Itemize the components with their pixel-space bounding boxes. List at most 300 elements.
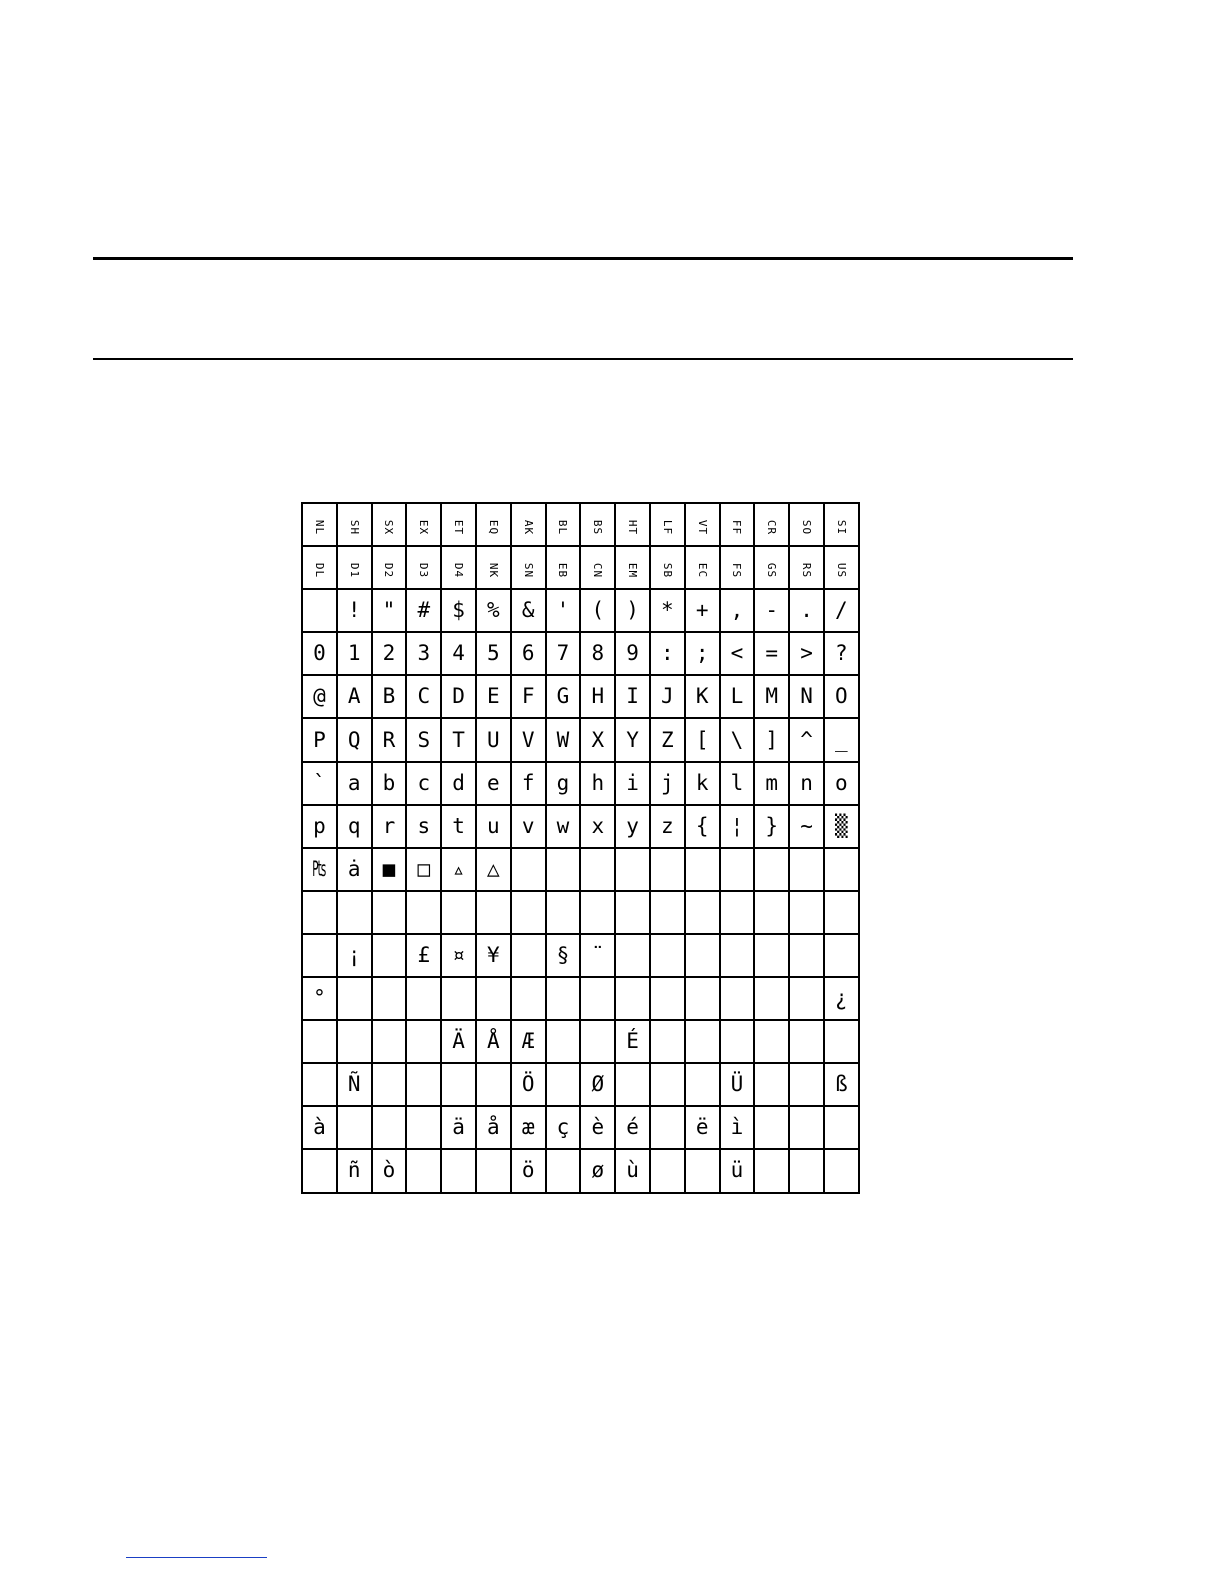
table-row <box>302 1149 859 1192</box>
table-cell <box>615 891 650 934</box>
table-cell <box>580 934 615 977</box>
table-cell <box>406 977 441 1020</box>
table-cell <box>754 977 789 1020</box>
cell-glyph: K <box>695 684 709 709</box>
table-cell <box>337 1063 372 1106</box>
table-cell <box>754 891 789 934</box>
table-cell <box>372 1063 407 1106</box>
table-cell <box>476 1149 511 1192</box>
cell-glyph: a <box>347 770 361 795</box>
table-cell <box>406 1149 441 1192</box>
table-cell <box>546 546 581 589</box>
table-cell <box>406 589 441 632</box>
table-cell <box>615 762 650 805</box>
cell-glyph: k <box>695 770 709 795</box>
table-cell <box>406 718 441 761</box>
table-cell <box>720 1020 755 1063</box>
cell-glyph: D <box>452 684 465 709</box>
cell-glyph: , <box>730 598 744 623</box>
table-cell <box>441 675 476 718</box>
table-cell <box>650 675 685 718</box>
table-cell <box>511 675 546 718</box>
cell-glyph: ; <box>695 641 709 666</box>
table-cell <box>754 589 789 632</box>
cell-glyph: s <box>417 813 431 838</box>
cell-glyph: ¤ <box>452 942 465 967</box>
cell-glyph: > <box>800 641 813 666</box>
table-cell <box>511 848 546 891</box>
table-cell <box>372 977 407 1020</box>
table-cell <box>337 632 372 675</box>
table-cell <box>302 762 337 805</box>
table-cell <box>615 675 650 718</box>
table-cell <box>546 934 581 977</box>
table-cell <box>650 977 685 1020</box>
table-cell <box>580 589 615 632</box>
table-row <box>302 848 859 891</box>
table-cell <box>511 934 546 977</box>
table-cell <box>580 675 615 718</box>
cell-glyph: SN <box>521 563 535 579</box>
table-cell <box>546 891 581 934</box>
cell-glyph: U <box>487 727 500 752</box>
table-cell <box>372 632 407 675</box>
cell-glyph: BL <box>556 519 570 536</box>
table-cell <box>685 762 720 805</box>
table-cell <box>615 546 650 589</box>
table-cell <box>685 934 720 977</box>
table-cell <box>476 891 511 934</box>
table-cell <box>441 848 476 891</box>
table-row <box>302 977 859 1020</box>
cell-glyph: q <box>347 813 361 838</box>
cell-glyph: 8 <box>591 641 605 666</box>
cell-glyph: à <box>313 1115 326 1140</box>
table-cell <box>650 848 685 891</box>
table-cell <box>546 762 581 805</box>
table-cell <box>580 805 615 848</box>
table-cell <box>337 762 372 805</box>
cell-glyph: ø <box>591 1158 605 1183</box>
cell-glyph: { <box>695 813 709 838</box>
cell-glyph: f <box>521 770 535 795</box>
table-cell <box>441 632 476 675</box>
table-cell <box>441 934 476 977</box>
table-cell <box>406 503 441 546</box>
table-cell <box>546 1149 581 1192</box>
cell-glyph: ö <box>521 1158 535 1183</box>
table-cell <box>615 805 650 848</box>
table-cell <box>580 546 615 589</box>
table-cell <box>720 891 755 934</box>
cell-glyph: F <box>521 684 535 709</box>
table-cell <box>685 718 720 761</box>
table-cell <box>406 675 441 718</box>
cell-glyph: ò <box>382 1158 396 1183</box>
table-cell <box>302 1063 337 1106</box>
cell-glyph: H <box>591 684 605 709</box>
table-cell <box>302 546 337 589</box>
table-cell <box>511 1149 546 1192</box>
cell-glyph: HT <box>626 519 640 536</box>
cell-glyph: □ <box>417 856 431 881</box>
table-cell <box>789 632 824 675</box>
cell-glyph: o <box>835 770 848 795</box>
table-cell <box>824 805 859 848</box>
cell-glyph: Å <box>487 1029 500 1054</box>
table-cell <box>824 1106 859 1149</box>
table-cell <box>476 1106 511 1149</box>
table-cell <box>441 1020 476 1063</box>
table-cell <box>337 1106 372 1149</box>
table-cell <box>372 546 407 589</box>
table-cell <box>476 805 511 848</box>
table-cell <box>580 762 615 805</box>
table-cell <box>615 589 650 632</box>
table-cell <box>615 1020 650 1063</box>
table-cell <box>546 1020 581 1063</box>
cell-glyph: CN <box>591 563 605 579</box>
cell-glyph: EC <box>695 563 709 579</box>
table-cell <box>720 675 755 718</box>
table-row <box>302 1106 859 1149</box>
table-cell <box>372 1020 407 1063</box>
table-cell <box>789 848 824 891</box>
cell-glyph: FF <box>730 519 744 536</box>
table-cell <box>720 718 755 761</box>
table-cell <box>824 589 859 632</box>
table-cell <box>824 632 859 675</box>
cell-glyph: % <box>487 598 500 623</box>
table-cell <box>337 503 372 546</box>
cell-glyph: * <box>661 598 674 623</box>
cell-glyph: - <box>765 598 779 623</box>
table-cell <box>650 891 685 934</box>
table-cell <box>511 977 546 1020</box>
cell-glyph: e <box>487 770 500 795</box>
cell-glyph: Ü <box>730 1072 744 1097</box>
cell-glyph: ¥ <box>487 942 500 967</box>
table-cell <box>754 848 789 891</box>
cell-glyph: h <box>591 770 605 795</box>
table-cell <box>685 805 720 848</box>
cell-glyph: 5 <box>487 641 500 666</box>
cell-glyph: DL <box>312 563 326 579</box>
table-cell <box>580 848 615 891</box>
table-row <box>302 805 859 848</box>
table-cell <box>615 632 650 675</box>
table-cell <box>789 718 824 761</box>
table-cell <box>685 675 720 718</box>
cell-glyph: NL <box>312 519 326 536</box>
table-cell <box>685 589 720 632</box>
table-cell <box>546 589 581 632</box>
table-cell <box>789 546 824 589</box>
cell-glyph: _ <box>835 727 848 752</box>
cell-glyph: 4 <box>452 641 465 666</box>
table-cell <box>511 1106 546 1149</box>
character-set-body <box>302 503 859 1193</box>
table-cell <box>337 934 372 977</box>
table-cell <box>441 891 476 934</box>
table-cell <box>302 503 337 546</box>
table-cell <box>824 1063 859 1106</box>
table-cell <box>720 589 755 632</box>
cell-glyph: b <box>382 770 396 795</box>
table-cell <box>476 546 511 589</box>
table-row <box>302 891 859 934</box>
cell-glyph: X <box>591 727 605 752</box>
table-cell <box>441 546 476 589</box>
table-cell <box>372 589 407 632</box>
table-cell <box>615 848 650 891</box>
table-cell <box>546 632 581 675</box>
table-cell <box>720 934 755 977</box>
cell-glyph: ( <box>591 598 605 623</box>
cell-glyph: ~ <box>800 813 813 838</box>
cell-glyph: SO <box>800 519 814 536</box>
cell-glyph: I <box>626 684 639 709</box>
table-cell <box>789 1149 824 1192</box>
header-rule-bottom <box>93 358 1073 360</box>
table-cell <box>650 718 685 761</box>
cell-glyph: Ø <box>591 1072 605 1097</box>
cell-glyph: E <box>487 684 500 709</box>
table-cell <box>372 934 407 977</box>
cell-glyph: ȧ <box>347 856 361 881</box>
header-rule-top <box>93 257 1073 260</box>
table-cell <box>824 718 859 761</box>
table-cell <box>789 589 824 632</box>
cell-glyph: T <box>452 727 465 752</box>
cell-glyph: FS <box>730 563 744 579</box>
cell-glyph: v <box>521 813 535 838</box>
table-cell <box>580 1020 615 1063</box>
table-cell <box>754 675 789 718</box>
table-cell <box>337 675 372 718</box>
table-cell <box>754 934 789 977</box>
table-cell <box>441 805 476 848</box>
table-row <box>302 632 859 675</box>
cell-glyph: Z <box>661 727 674 752</box>
table-cell <box>546 977 581 1020</box>
table-cell <box>511 805 546 848</box>
cell-glyph: M <box>765 684 779 709</box>
cell-glyph: EM <box>626 563 640 579</box>
table-cell <box>406 632 441 675</box>
table-cell <box>685 1063 720 1106</box>
cell-glyph: è <box>591 1115 605 1140</box>
table-cell <box>789 1106 824 1149</box>
table-cell <box>511 891 546 934</box>
table-cell <box>650 805 685 848</box>
table-cell <box>406 1106 441 1149</box>
table-cell <box>615 1063 650 1106</box>
cell-glyph: BS <box>591 519 605 536</box>
table-row <box>302 503 859 546</box>
table-cell <box>406 1063 441 1106</box>
table-cell <box>720 1149 755 1192</box>
cell-glyph: 1 <box>347 641 361 666</box>
cell-glyph: A <box>347 684 361 709</box>
table-cell <box>476 1063 511 1106</box>
cell-glyph: SB <box>660 563 674 579</box>
cell-glyph: r <box>382 813 396 838</box>
table-cell <box>615 977 650 1020</box>
cell-glyph: G <box>556 684 570 709</box>
table-cell <box>406 1020 441 1063</box>
cell-glyph: l <box>730 770 744 795</box>
table-cell <box>372 1149 407 1192</box>
cell-glyph: O <box>835 684 848 709</box>
cell-glyph: n <box>800 770 813 795</box>
cell-glyph: " <box>382 598 396 623</box>
cell-glyph: L <box>730 684 744 709</box>
table-cell <box>406 546 441 589</box>
cell-glyph: d <box>452 770 465 795</box>
cell-glyph: ¨ <box>591 942 605 967</box>
table-cell <box>580 503 615 546</box>
table-cell <box>615 934 650 977</box>
cell-glyph: § <box>556 942 570 967</box>
table-cell <box>302 977 337 1020</box>
cell-glyph: Q <box>347 727 361 752</box>
cell-glyph: ° <box>313 986 326 1011</box>
cell-glyph: z <box>661 813 674 838</box>
table-cell <box>580 1149 615 1192</box>
table-cell <box>615 718 650 761</box>
table-cell <box>441 589 476 632</box>
table-cell <box>441 503 476 546</box>
table-cell <box>337 718 372 761</box>
table-cell <box>302 805 337 848</box>
cell-glyph: EX <box>417 519 431 536</box>
table-cell <box>476 1020 511 1063</box>
table-cell <box>441 762 476 805</box>
cell-glyph: É <box>626 1029 639 1054</box>
cell-glyph: ä <box>452 1115 465 1140</box>
table-cell <box>580 632 615 675</box>
table-cell <box>406 762 441 805</box>
cell-glyph: 3 <box>417 641 431 666</box>
table-cell <box>372 891 407 934</box>
cell-glyph: AK <box>521 519 535 536</box>
cell-glyph: ) <box>626 598 639 623</box>
table-cell <box>476 589 511 632</box>
table-cell <box>546 675 581 718</box>
table-cell <box>302 718 337 761</box>
table-cell <box>824 848 859 891</box>
cell-glyph: ç <box>556 1115 570 1140</box>
table-cell <box>372 718 407 761</box>
table-cell <box>372 1106 407 1149</box>
table-cell <box>511 632 546 675</box>
cell-glyph: ▵ <box>452 856 465 881</box>
table-cell <box>789 503 824 546</box>
table-cell <box>650 1020 685 1063</box>
table-cell <box>789 805 824 848</box>
cell-glyph: ET <box>452 519 466 536</box>
table-cell <box>824 1020 859 1063</box>
cell-glyph: ü <box>730 1158 744 1183</box>
table-cell <box>337 1149 372 1192</box>
table-cell <box>754 546 789 589</box>
cell-glyph: . <box>800 598 813 623</box>
cell-glyph: Æ <box>521 1029 535 1054</box>
cell-glyph: t <box>452 813 465 838</box>
table-cell <box>302 1020 337 1063</box>
table-cell <box>685 632 720 675</box>
table-cell <box>441 1106 476 1149</box>
cell-glyph: # <box>417 598 431 623</box>
table-cell <box>720 1063 755 1106</box>
table-cell <box>824 891 859 934</box>
cell-glyph: ■ <box>382 856 396 881</box>
table-cell <box>685 546 720 589</box>
cell-glyph: ¡ <box>347 942 361 967</box>
table-cell <box>511 762 546 805</box>
footnote-rule <box>126 1557 267 1558</box>
cell-glyph: Ñ <box>347 1072 361 1097</box>
cell-glyph: @ <box>313 684 326 709</box>
table-cell <box>476 848 511 891</box>
table-cell <box>789 891 824 934</box>
character-set-table <box>301 502 860 1194</box>
table-cell <box>302 675 337 718</box>
cell-glyph: p <box>313 813 326 838</box>
table-cell <box>650 1106 685 1149</box>
table-cell <box>789 762 824 805</box>
table-cell <box>824 1149 859 1192</box>
table-cell <box>302 848 337 891</box>
cell-glyph: EQ <box>486 519 500 536</box>
table-cell <box>615 503 650 546</box>
table-cell <box>685 977 720 1020</box>
table-cell <box>650 1149 685 1192</box>
table-cell <box>580 1063 615 1106</box>
table-cell <box>580 977 615 1020</box>
table-cell <box>302 891 337 934</box>
cell-glyph: Ö <box>521 1072 535 1097</box>
table-cell <box>406 805 441 848</box>
cell-glyph: é <box>626 1115 639 1140</box>
table-cell <box>441 1063 476 1106</box>
cell-glyph: EB <box>556 563 570 579</box>
table-cell <box>302 1106 337 1149</box>
table-cell <box>720 805 755 848</box>
table-cell <box>302 589 337 632</box>
table-cell <box>546 848 581 891</box>
table-cell <box>337 589 372 632</box>
table-cell <box>754 632 789 675</box>
table-cell <box>685 1149 720 1192</box>
table-cell <box>580 1106 615 1149</box>
table-cell <box>580 891 615 934</box>
cell-glyph: w <box>556 813 570 838</box>
cell-glyph: D2 <box>382 563 396 579</box>
table-cell <box>476 977 511 1020</box>
cell-glyph: GS <box>765 563 779 579</box>
table-row <box>302 1063 859 1106</box>
table-cell <box>754 1063 789 1106</box>
cell-glyph: SX <box>382 519 396 536</box>
table-cell <box>650 589 685 632</box>
cell-glyph: LF <box>660 519 674 536</box>
cell-glyph: ß <box>835 1072 848 1097</box>
table-cell <box>372 848 407 891</box>
table-cell <box>789 675 824 718</box>
table-cell <box>720 632 755 675</box>
